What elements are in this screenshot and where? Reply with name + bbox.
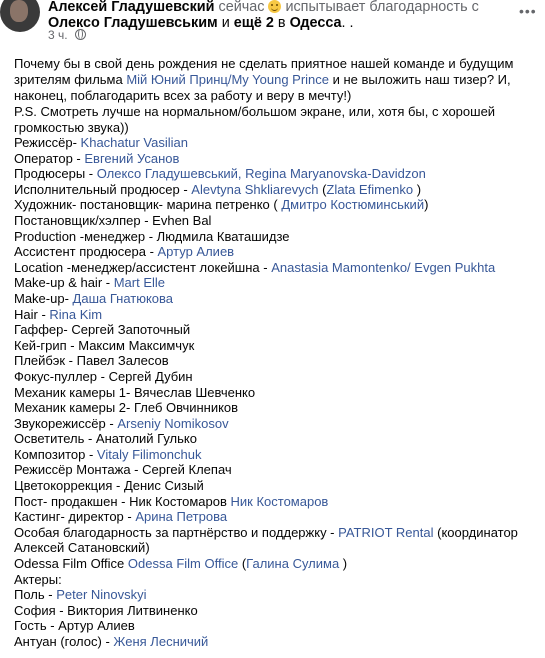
credit-row xyxy=(14,275,534,291)
post-and: и xyxy=(221,15,230,31)
credit-text: Антуан (голос) - xyxy=(14,634,114,649)
post-time[interactable]: 3 ч. xyxy=(48,28,68,42)
credit-person-link[interactable]: Артур Алиев xyxy=(157,244,235,260)
credit-row xyxy=(14,603,534,619)
credit-row xyxy=(14,416,534,432)
credit-text: Фокус-пуллер - Сергей Дубин xyxy=(14,368,193,384)
credit-text: Цветокоррекция - Денис Сизый xyxy=(14,478,204,494)
credit-text: Особая благодарность за партнёрство и поддержку - xyxy=(14,524,339,540)
credit-person-link[interactable]: Vitaly Filimonchuk xyxy=(96,446,202,462)
others-link[interactable]: ещё 2 xyxy=(233,15,274,31)
credit-row xyxy=(14,556,534,572)
credit-row xyxy=(14,229,534,245)
film-page-link[interactable]: Мій Юний Принц/My Young Prince xyxy=(126,72,330,87)
more-options-icon[interactable]: ••• xyxy=(519,3,537,19)
credit-text: ( xyxy=(238,556,247,572)
credit-row xyxy=(14,213,534,229)
tagged-person-link[interactable]: Олексо Гладушевським xyxy=(48,15,218,31)
grateful-emoji-icon xyxy=(268,0,281,13)
credit-person-link[interactable]: Odessa Film Office xyxy=(127,556,239,572)
credit-person-link[interactable]: Арина Петрова xyxy=(135,509,228,525)
avatar-face xyxy=(10,0,28,22)
credit-row xyxy=(14,385,534,401)
credit-person-link[interactable]: PATRIOT Rental xyxy=(338,524,434,540)
credit-text: Актеры: xyxy=(14,571,62,587)
credit-row xyxy=(14,369,534,385)
credit-text: ) xyxy=(424,197,429,213)
credit-text: Make-up & hair - xyxy=(14,275,114,291)
credit-row xyxy=(14,338,534,354)
credit-text: Режиссёр- xyxy=(14,135,81,150)
post-now: сейчас xyxy=(218,0,265,15)
credit-text: Production -менеджер - Людмила Кваташидзе xyxy=(14,228,290,244)
post-title xyxy=(48,0,518,31)
intro-paragraph-2: P.S. Смотреть лучше на нормальном/большом экране, или, хотя бы, с хорошей громкостью звука)) xyxy=(14,104,496,135)
credit-row xyxy=(14,151,534,167)
credit-row xyxy=(14,244,534,260)
credit-person-link[interactable]: Anastasia Mamontenko/ Evgen Pukhta xyxy=(271,259,496,275)
credit-person-link[interactable]: Arseniy Nomikosov xyxy=(117,415,229,431)
credit-row xyxy=(14,307,534,323)
place-link[interactable]: Одесса xyxy=(289,15,342,31)
credit-row xyxy=(14,166,534,182)
credit-text: Осветитель - Анатолий Гулько xyxy=(14,431,197,447)
credit-text: Гость - Артур Алиев xyxy=(14,618,135,634)
credit-text: Исполнительный продюсер - xyxy=(14,181,192,197)
globe-icon xyxy=(75,29,86,40)
credit-person-link[interactable]: Олексо Гладушевський, Regina Maryanovska-Davidzon xyxy=(96,166,426,182)
credit-text: Механик камеры 2- Глеб Овчинников xyxy=(14,400,239,416)
credit-row xyxy=(14,431,534,447)
credit-text: (координатор Алексей Сатановский) xyxy=(14,524,518,556)
credit-row xyxy=(14,618,534,634)
credit-text: Художник- постановщик- марина петренко ( xyxy=(14,197,282,213)
post-verb: испытывает благодарность с xyxy=(285,0,479,15)
post-in: в xyxy=(277,15,286,31)
credit-text: Odessa Film Office xyxy=(14,556,128,572)
credit-person-link[interactable]: Khachatur Vasilian xyxy=(80,135,188,150)
credit-text: Поль - xyxy=(14,587,57,603)
credit-person-link[interactable]: Ник Костомаров xyxy=(230,493,329,509)
credit-text: Продюсеры - xyxy=(14,166,97,182)
credit-text: Кастинг- директор - xyxy=(14,509,136,525)
intro-paragraph-1 xyxy=(14,56,530,104)
credit-person-link[interactable]: Дмитро Костюминський xyxy=(281,197,425,213)
credit-text: ( xyxy=(318,181,327,197)
credit-text: Звукорежиссёр - xyxy=(14,415,118,431)
credit-person-link[interactable]: Mart Elle xyxy=(113,275,165,291)
credit-person-link[interactable]: Zlata Efimenko xyxy=(326,181,414,197)
credit-row xyxy=(14,322,534,338)
credit-row xyxy=(14,197,534,213)
avatar[interactable] xyxy=(0,0,40,32)
post-meta xyxy=(48,28,86,42)
credit-row xyxy=(14,135,534,151)
credit-text: Оператор - xyxy=(14,150,85,166)
credit-person-link[interactable]: Peter Ninovskyi xyxy=(56,587,147,603)
credit-person-link[interactable]: Галина Сулима xyxy=(246,556,340,572)
credit-row xyxy=(14,447,534,463)
credit-text: Композитор - xyxy=(14,446,97,462)
credit-row xyxy=(14,494,534,510)
credit-text: Механик камеры 1- Вячеслав Шевченко xyxy=(14,384,256,400)
credit-text: Location -менеджер/ассистент локейшна - xyxy=(14,259,272,275)
credit-text: Плейбэк - Павел Залесов xyxy=(14,353,169,369)
credit-row xyxy=(14,182,534,198)
intro-text-end: и не выложить наш тизер? И, наконец, поблагодарить всех за работу и веру в мечту!) xyxy=(14,72,511,103)
credit-row xyxy=(14,478,534,494)
credit-row xyxy=(14,634,534,650)
credit-text: ) xyxy=(339,556,348,572)
credit-row xyxy=(14,353,534,369)
credit-row xyxy=(14,572,534,588)
post-header xyxy=(0,0,545,42)
credit-row xyxy=(14,291,534,307)
credit-text: Постановщик/хэлпер - Evhen Bal xyxy=(14,212,212,228)
credit-text: Кей-грип - Максим Максимчук xyxy=(14,337,195,353)
credit-person-link[interactable]: Даша Гнатюкова xyxy=(72,290,174,306)
credit-text: Hair - xyxy=(14,306,50,322)
post-intro xyxy=(14,56,530,136)
credit-person-link[interactable]: Женя Лесничий xyxy=(113,634,209,649)
credit-row xyxy=(14,509,534,525)
credit-person-link[interactable]: Rina Kim xyxy=(49,306,103,322)
intro-text-start: Почему бы в свой день рождения не сделать приятное нашей команде и будущим зрителям фильма xyxy=(14,56,514,87)
credit-person-link[interactable]: Alevtyna Shkliarevych xyxy=(191,181,319,197)
credit-text: Ассистент продюсера - xyxy=(14,244,158,260)
post-tail: . . xyxy=(341,15,354,31)
credit-text: Пост- продакшен - Ник Костомаров xyxy=(14,493,231,509)
credit-text: Режиссёр Монтажа - Сергей Клепач xyxy=(14,462,232,478)
credit-row xyxy=(14,260,534,276)
credit-row xyxy=(14,587,534,603)
credit-row xyxy=(14,525,534,556)
credit-person-link[interactable]: Евгений Усанов xyxy=(84,150,180,166)
credit-row xyxy=(14,400,534,416)
credit-text: София - Виктория Литвиненко xyxy=(14,602,198,618)
credit-row xyxy=(14,462,534,478)
credit-text: Гаффер- Сергей Запоточный xyxy=(14,322,191,338)
credit-text: Make-up- xyxy=(14,290,73,306)
credits-list xyxy=(14,135,534,650)
author-link[interactable]: Алексей Гладушевский xyxy=(48,0,215,15)
credit-text: ) xyxy=(413,181,422,197)
